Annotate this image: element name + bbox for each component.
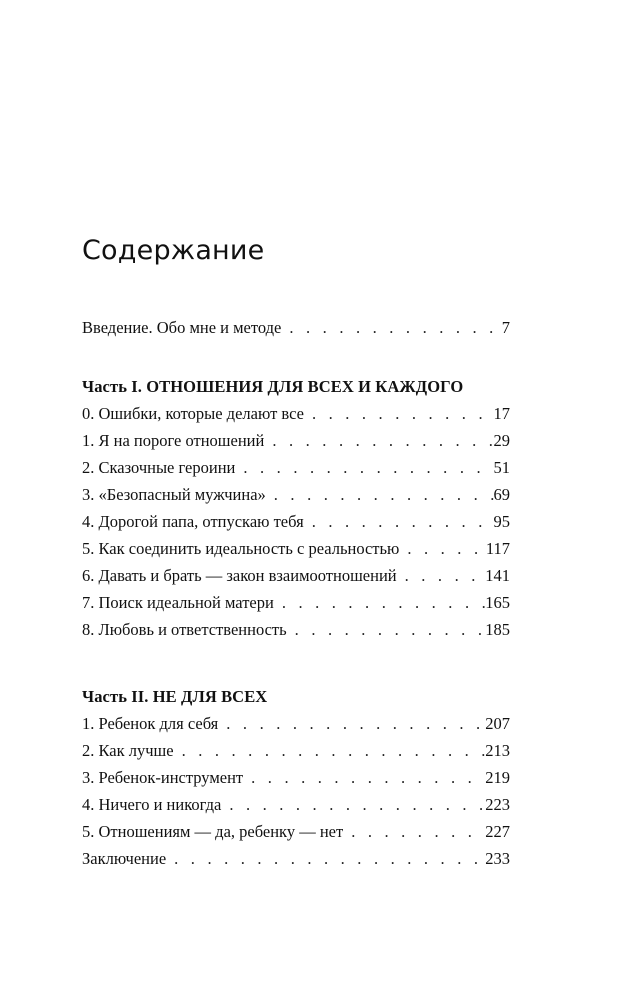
toc-entry-page: 141 (485, 566, 510, 585)
toc-entry-label: Заключение (82, 849, 167, 868)
dot-leader (218, 710, 485, 737)
toc-entry-label: 7. Поиск идеальной матери (82, 593, 274, 612)
toc-entry[interactable] (82, 710, 510, 737)
toc-entry-label: 1. Я на пороге отношений (82, 431, 265, 450)
toc-entry-page: 207 (485, 714, 510, 733)
toc-intro (82, 314, 510, 341)
toc-entry-label: 3. «Безопасный мужчина» (82, 485, 266, 504)
dot-leader (221, 791, 485, 818)
toc-entry[interactable] (82, 845, 510, 872)
toc-entry[interactable] (82, 454, 510, 481)
toc-entry[interactable] (82, 562, 510, 589)
toc-entry-label: 4. Дорогой папа, отпускаю тебя (82, 512, 304, 531)
dot-leader (166, 845, 485, 872)
toc-entry[interactable] (82, 481, 510, 508)
toc-entry[interactable] (82, 508, 510, 535)
part-heading: Часть II. НЕ ДЛЯ ВСЕХ (82, 687, 268, 706)
toc-part-2 (82, 683, 510, 872)
toc-entry-label: 4. Ничего и никогда (82, 795, 222, 814)
toc-entry[interactable] (82, 764, 510, 791)
dot-leader (264, 427, 493, 454)
toc-entry-page: 69 (493, 485, 510, 504)
toc-entry-page: 227 (485, 822, 510, 841)
dot-leader (343, 818, 485, 845)
toc-entry-page: 233 (485, 849, 510, 868)
toc-entry-page: 117 (485, 539, 510, 558)
toc-entry[interactable] (82, 737, 510, 764)
toc-entry-page: 51 (493, 458, 510, 477)
dot-leader (287, 616, 486, 643)
toc-entry-label: 2. Сказочные героини (82, 458, 236, 477)
toc-entry[interactable] (82, 616, 510, 643)
toc-entry-page: 213 (485, 741, 510, 760)
toc-entry-label: 5. Как соединить идеальность с реальностью (82, 539, 400, 558)
toc-entry[interactable] (82, 427, 510, 454)
dot-leader (274, 589, 485, 616)
toc-entry-label: 5. Отношениям — да, ребенку — нет (82, 822, 344, 841)
toc-entry[interactable] (82, 535, 510, 562)
dot-leader (399, 535, 486, 562)
toc-entry-page: 95 (493, 512, 510, 531)
page-title: Содержание (82, 235, 265, 266)
toc-entry-label: Введение. Обо мне и методе (82, 318, 282, 337)
dot-leader (266, 481, 494, 508)
dot-leader (235, 454, 493, 481)
toc-entry[interactable] (82, 791, 510, 818)
toc-entry-label: 2. Как лучше (82, 741, 174, 760)
toc-entry-page: 17 (493, 404, 510, 423)
toc-entry-page: 165 (485, 593, 510, 612)
toc-entry-page: 185 (485, 620, 510, 639)
dot-leader (281, 314, 501, 341)
toc-entry-label: 6. Давать и брать — закон взаимоотношений (82, 566, 397, 585)
toc-entry[interactable] (82, 818, 510, 845)
toc-entry-page: 29 (493, 431, 510, 450)
part-heading: Часть I. ОТНОШЕНИЯ ДЛЯ ВСЕХ И КАЖДОГО (82, 377, 464, 396)
toc-entry-label: 1. Ребенок для себя (82, 714, 219, 733)
toc-entry[interactable] (82, 400, 510, 427)
toc-entry-page: 223 (485, 795, 510, 814)
dot-leader (174, 737, 486, 764)
dot-leader (243, 764, 485, 791)
toc-entry[interactable] (82, 589, 510, 616)
toc-part-1 (82, 373, 510, 643)
dot-leader (304, 400, 494, 427)
toc-entry-page: 219 (485, 768, 510, 787)
toc-entry-page: 7 (501, 318, 510, 337)
toc-entry-label: 0. Ошибки, которые делают все (82, 404, 304, 423)
toc-entry-label: 8. Любовь и ответственность (82, 620, 287, 639)
dot-leader (397, 562, 486, 589)
toc-entry-label: 3. Ребенок-инструмент (82, 768, 244, 787)
toc-entry[interactable] (82, 314, 510, 341)
dot-leader (304, 508, 494, 535)
